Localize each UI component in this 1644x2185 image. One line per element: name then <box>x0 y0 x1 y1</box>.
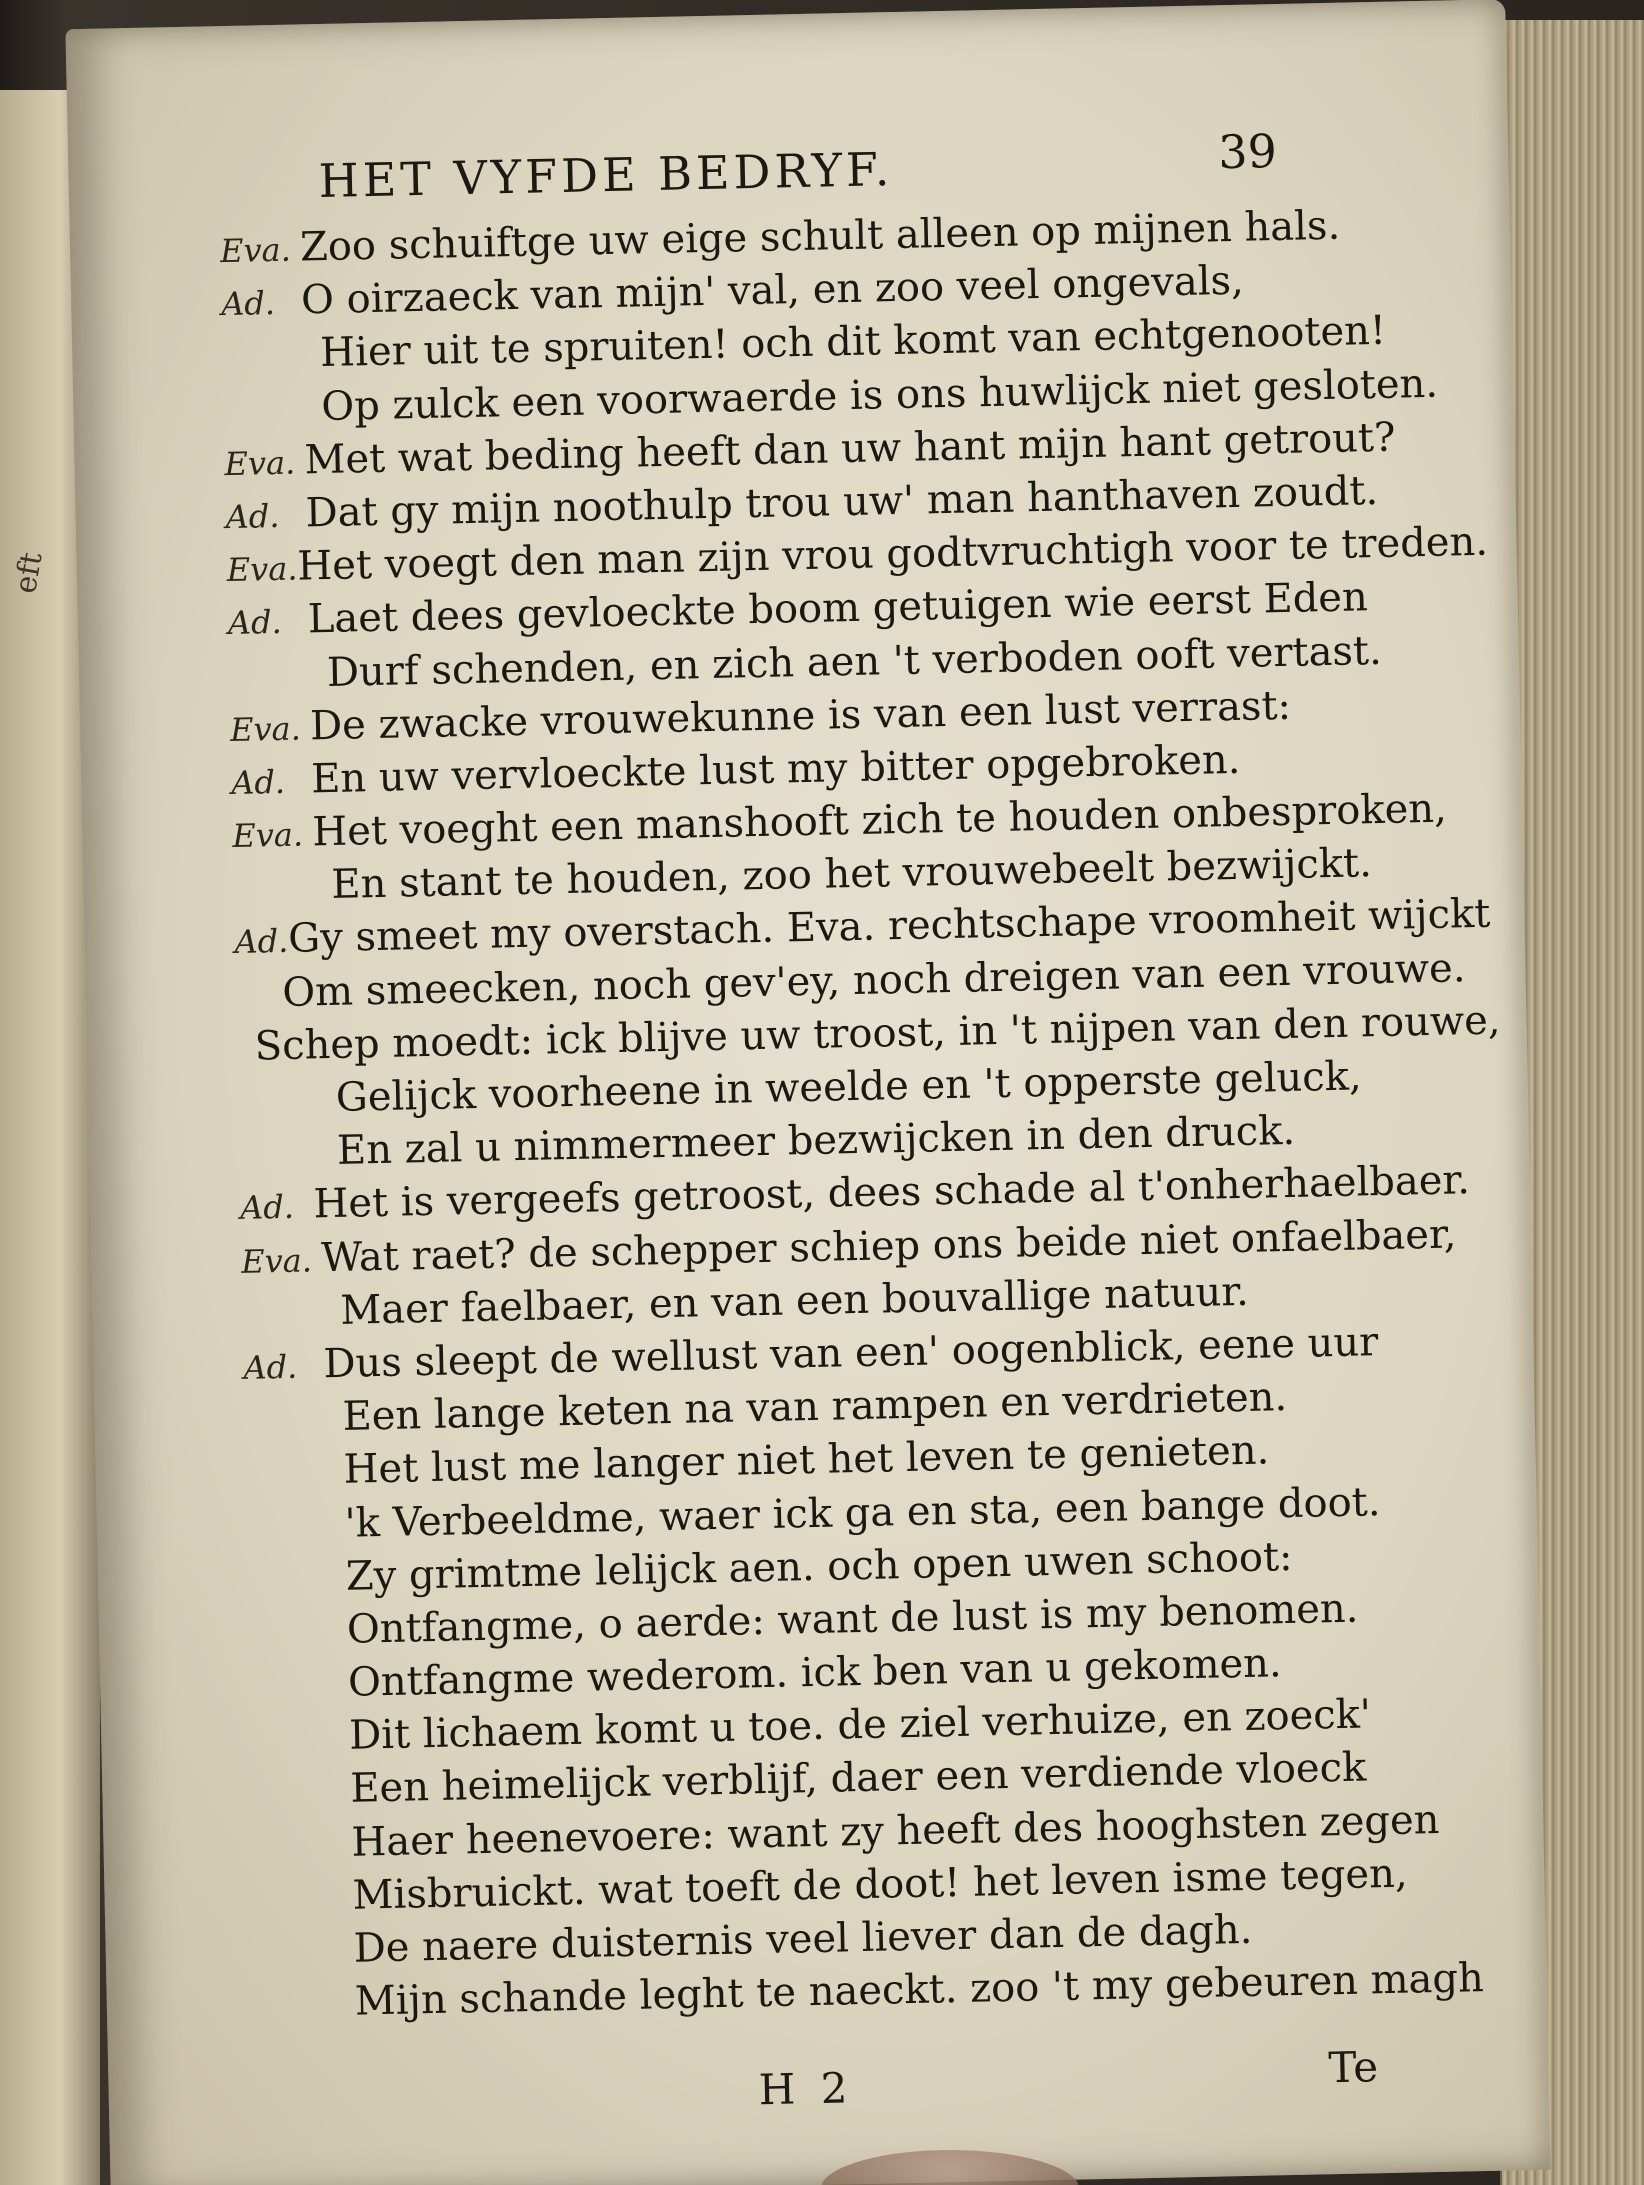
left-page-fragment: eft <box>8 549 50 597</box>
line-text: Dit lichaem komt u toe. de ziel verhuize, en zoeck' <box>348 1691 1372 1759</box>
speaker-label <box>229 686 309 688</box>
line-text: Om smeecken, noch gev'ey, noch dreigen van een vrouwe. <box>281 944 1466 1016</box>
line-text: En zal u nimmermeer bezwijcken in den druck. <box>336 1107 1296 1175</box>
line-text: Durf schenden, en zich aen 't verboden ooft vertast. <box>326 627 1383 696</box>
speaker-label <box>248 1590 328 1592</box>
line-text: Gy smeet my overstach. Eva. rechtschape vroomheit wijckt <box>287 891 1491 963</box>
line-text: 'k Verbeeldme, waer ick ga en sta, een bange doot. <box>344 1478 1381 1547</box>
running-header: HET VYFDE BEDRYF. <box>318 142 894 209</box>
speaker-label: Eva. <box>229 709 302 749</box>
line-text: Ontfangme, o aerde: want de lust is my benomen. <box>346 1585 1359 1653</box>
speaker-label <box>224 420 304 422</box>
line-text: Met wat beding heeft dan uw hant mijn hant getrout? <box>304 414 1396 484</box>
page-number: 39 <box>1217 123 1278 180</box>
line-text: O oirzaeck van mijn' val, en zoo veel ongevals, <box>300 257 1245 324</box>
line-text: Misbruickt. wat toeft de doot! het leven isme tegen, <box>352 1850 1409 1919</box>
speaker-label: Ad. <box>227 603 283 643</box>
speaker-label: Ad. <box>230 762 286 802</box>
line-text: Een lange keten na van rampen en verdrieten. <box>342 1374 1288 1440</box>
speaker-label <box>246 1483 326 1485</box>
line-text: Het is vergeefs getroost, dees schade al t'onherhaelbaer. <box>312 1157 1471 1228</box>
signature-mark: H 2 <box>758 2063 854 2115</box>
speaker-label: Ad. <box>239 1188 295 1228</box>
speaker-label <box>245 1430 325 1432</box>
line-text: Laet dees gevloeckte boom getuigen wie eerst Eden <box>307 574 1369 643</box>
speaker-label <box>257 2015 337 2017</box>
speaker-label <box>255 1909 335 1911</box>
line-text: De naere duisternis veel liever dan de dagh. <box>353 1906 1253 1972</box>
speaker-label <box>253 1803 333 1805</box>
line-text: En stant te houden, zoo het vrouwebeelt bezwijckt. <box>330 840 1373 909</box>
verse-block <box>219 200 1501 2034</box>
line-text: Een heimelijck verblijf, daer een verdiende vloeck <box>349 1744 1367 1813</box>
speaker-label <box>247 1537 327 1539</box>
speaker-label <box>252 1749 332 1751</box>
speaker-label: Ad. <box>234 922 289 962</box>
speaker-label: Eva. <box>226 549 298 590</box>
line-text: Dat gy mijn noothulp trou uw' man hanthaven zoudt. <box>305 467 1379 537</box>
speaker-label <box>234 899 314 901</box>
line-text: Gelijck voorheene in weelde en 't opperste geluck, <box>335 1053 1363 1121</box>
speaker-label <box>243 1324 323 1326</box>
speaker-label: Eva. <box>231 815 304 856</box>
line-text: Hier uit te spruiten! och dit komt van echtgenooten! <box>319 308 1387 377</box>
speaker-label <box>239 1164 319 1166</box>
speaker-label <box>238 1111 318 1113</box>
line-text: Haer heenevoere: want zy heeft des hooghsten zegen <box>350 1796 1440 1866</box>
speaker-label <box>249 1643 329 1645</box>
line-text: Maer faelbaer, en van een bouvallige natuur. <box>339 1268 1250 1334</box>
line-text: De zwacke vrouwekunne is van een lust verrast: <box>309 682 1292 750</box>
speaker-label: Ad. <box>220 284 276 324</box>
line-text: Op zulck een voorwaerde is ons huwlijck niet gesloten. <box>320 360 1439 430</box>
line-text: Dus sleept de wellust van een' oogenblick, eene uur <box>322 1319 1379 1388</box>
speaker-label: Eva. <box>219 230 292 271</box>
speaker-label: Eva. <box>224 443 296 483</box>
line-text: Wat raet? de schepper schiep ons beide niet onfaelbaer, <box>320 1211 1457 1281</box>
line-text: En uw vervloeckte lust my bitter opgebroken. <box>310 736 1241 803</box>
speaker-label <box>254 1856 334 1858</box>
speaker-label <box>250 1696 330 1698</box>
line-text: Mijn schande leght te naeckt. zoo 't my gebeuren magh <box>354 1955 1485 2025</box>
speaker-label: Eva. <box>240 1240 313 1281</box>
speaker-label <box>256 1962 336 1964</box>
line-text: Zy grimtme lelijck aen. och open uwen schoot: <box>345 1533 1293 1600</box>
line-text: Het lust me langer niet het leven te genieten. <box>343 1427 1270 1494</box>
speaker-label <box>223 367 303 369</box>
speaker-label: Ad. <box>243 1347 298 1387</box>
line-text: Ontfangme wederom. ick ben van u gekomen. <box>347 1640 1283 1706</box>
line-text: Zoo schuiftge uw eige schult alleen op mijnen hals. <box>299 202 1341 271</box>
line-text: Het voegt den man zijn vrou godtvruchtigh voor te treden. <box>296 518 1489 590</box>
line-text: Het voeght een manshooft zich te houden onbesproken, <box>311 785 1448 856</box>
catchword: Te <box>1327 2042 1379 2093</box>
line-text: Schep moedt: ick blijve uw troost, in 't nijpen van den rouwe, <box>254 997 1501 1070</box>
right-page <box>65 0 1550 2185</box>
speaker-label: Ad. <box>225 496 280 537</box>
speaker-label <box>236 1006 265 1007</box>
